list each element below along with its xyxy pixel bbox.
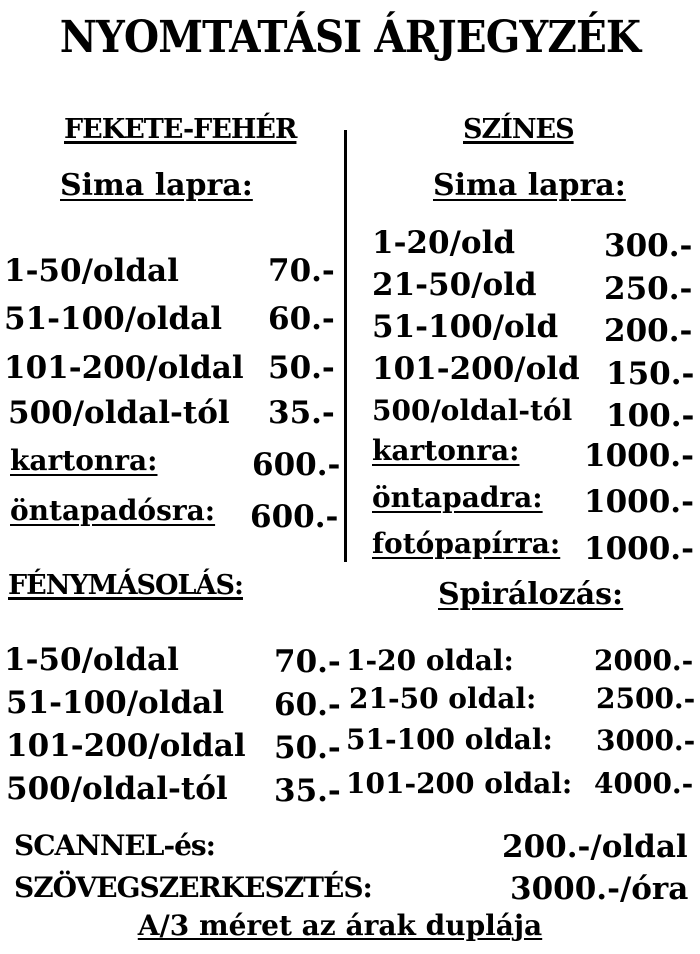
spiral-row-4-price: 4000.- [594, 767, 694, 800]
bw-row-3-price: 50.- [268, 350, 335, 386]
bw-subheader: Sima lapra: [60, 168, 253, 203]
copy-row-3-price: 50.- [274, 730, 341, 766]
color-row-8-label: fotópapírra: [372, 527, 561, 560]
spiral-header: Spirálozás: [438, 577, 624, 612]
footer-note: A/3 méret az árak duplája [137, 909, 543, 942]
bw-row-5-label: kartonra: [10, 444, 158, 477]
spiral-row-3-label: 51-100 oldal: [346, 723, 553, 756]
copy-row-3-label: 101-200/oldal [6, 728, 246, 764]
color-row-2-label: 21-50/old [372, 267, 537, 303]
color-row-1-price: 300.- [604, 228, 693, 264]
spiral-row-3-price: 3000.- [596, 724, 696, 757]
color-header: SZÍNES [463, 114, 574, 145]
bw-row-6-label: öntapadósra: [10, 494, 216, 527]
bw-row-3-label: 101-200/oldal [4, 350, 244, 386]
color-row-2-price: 250.- [604, 271, 693, 307]
color-row-4-price: 150.- [606, 356, 695, 392]
column-divider [344, 130, 347, 562]
bw-row-2-price: 60.- [268, 301, 335, 337]
scan-price: 200.-/oldal [502, 829, 688, 865]
bw-row-6-price: 600.- [250, 499, 339, 535]
spiral-row-2-label: 21-50 oldal: [349, 682, 537, 715]
scan-label: SCANNEL-és: [14, 829, 215, 862]
color-row-5-price: 100.- [606, 398, 695, 434]
color-row-5-label: 500/oldal-tól [372, 394, 573, 427]
color-row-6-price: 1000.- [584, 438, 694, 474]
copy-row-1-price: 70.- [274, 644, 341, 680]
color-row-3-label: 51-100/old [372, 309, 559, 345]
copy-row-4-price: 35.- [274, 773, 341, 809]
bw-row-2-label: 51-100/oldal [4, 301, 223, 337]
spiral-row-1-label: 1-20 oldal: [346, 644, 514, 677]
spiral-row-4-label: 101-200 oldal: [346, 767, 573, 800]
copy-row-2-label: 51-100/oldal [6, 685, 225, 721]
color-row-4-label: 101-200/old [372, 351, 580, 387]
edit-label: SZÖVEGSZERKESZTÉS: [14, 871, 372, 904]
edit-price: 3000.-/óra [510, 871, 689, 907]
color-row-1-label: 1-20/old [372, 225, 516, 261]
color-row-7-label: öntapadra: [372, 481, 543, 514]
copy-row-4-label: 500/oldal-tól [6, 771, 228, 807]
color-row-8-price: 1000.- [584, 531, 694, 567]
bw-row-5-price: 600.- [252, 447, 341, 483]
copy-row-2-price: 60.- [274, 687, 341, 723]
copy-row-1-label: 1-50/oldal [4, 642, 179, 678]
bw-row-1-label: 1-50/oldal [4, 253, 179, 289]
spiral-row-1-price: 2000.- [594, 644, 694, 677]
bw-header: FEKETE-FEHÉR [64, 114, 297, 145]
color-row-7-price: 1000.- [584, 484, 694, 520]
page-title: NYOMTATÁSI ÁRJEGYZÉK [59, 12, 641, 63]
bw-row-1-price: 70.- [268, 253, 335, 289]
color-row-6-label: kartonra: [372, 434, 520, 467]
color-row-3-price: 200.- [604, 313, 693, 349]
bw-row-4-label: 500/oldal-tól [8, 395, 230, 431]
spiral-row-2-price: 2500.- [596, 682, 696, 715]
bw-row-4-price: 35.- [268, 395, 335, 431]
copy-header: FÉNYMÁSOLÁS: [8, 570, 243, 601]
color-subheader: Sima lapra: [433, 168, 626, 203]
